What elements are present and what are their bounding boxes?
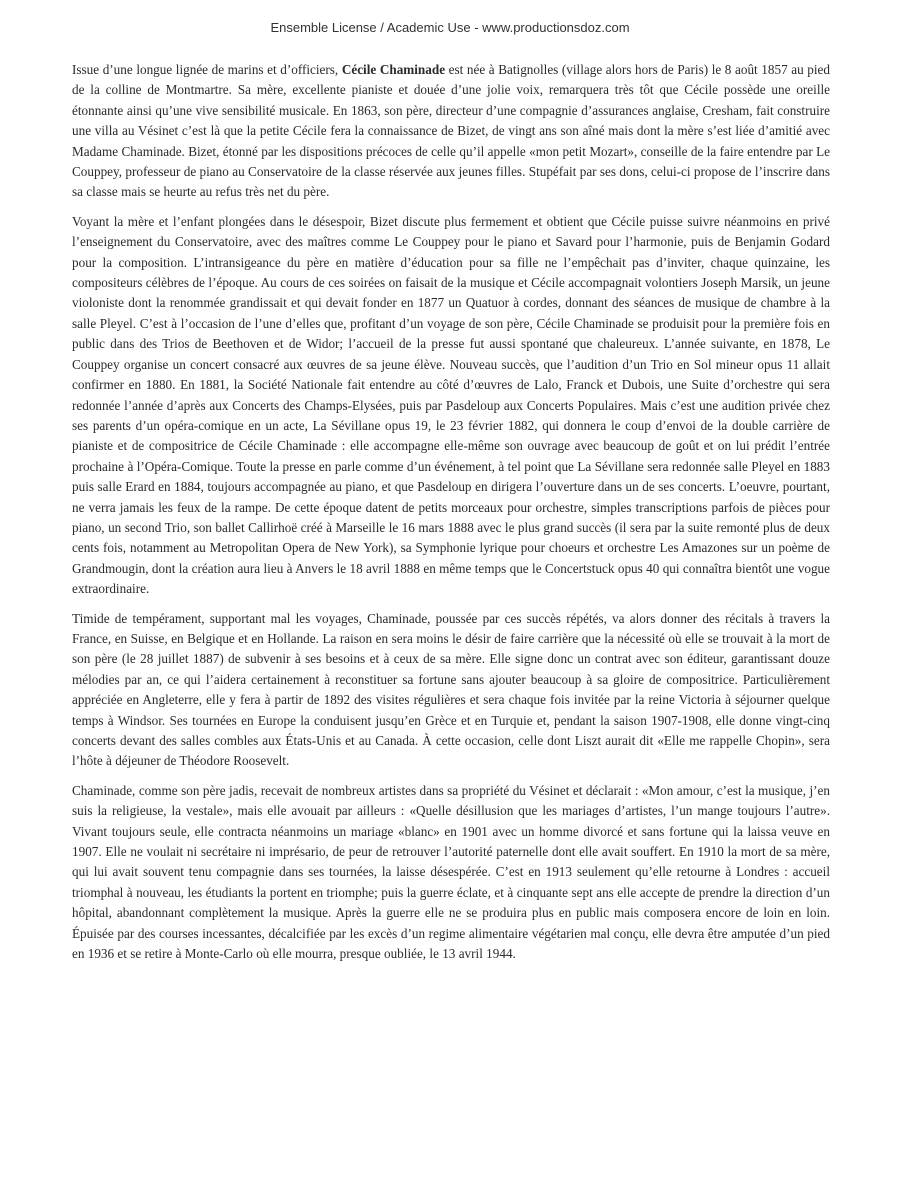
subject-name: Cécile Chaminade bbox=[341, 62, 446, 77]
paragraph-4: Chaminade, comme son père jadis, recevait de nombreux artistes dans sa propriété du Vésinet et déclarait : «Mon amour, c’est la musique, j’en suis la religieuse, la vestale», mais elle avouait par ailleurs : «Quelle désillusion que les mariages d’artistes, l’un mange toujours l’autre». Vivant toujours seule, elle contracta néanmoins un mariage «blanc» en 1901 avec un homme divorcé et sans fortune qui la laissa veuve en 1907. Elle ne voulait ni secrétaire ni imprésario, de peur de retrouver l’autorité paternelle dont elle avait souffert. En 1910 la mort de sa mère, qui lui avait souvent tenu compagnie dans ses tournées, la laisse désespérée. C’est en 1913 seulement qu’elle retourne à Londres : accueil triomphal à nouveau, les étudiants la portent en triomphe; puis la guerre éclate, et à cinquante sept ans elle accepte de prendre la direction d’un hôpital, abandonnant complètement la musique. Après la guerre elle ne se produira plus en public mais composera encore de loin en loin. Épuisée par des courses incessantes, décalcifiée par les excès d’un regime alimentaire végétarien mal conçu, elle devra être amputée d’un pied en 1936 et se retire à Monte-Carlo où elle mourra, presque oubliée, le 13 avril 1944. bbox=[72, 782, 830, 962]
paragraph-1-body: est née à Batignolles (village alors hors de Paris) le 8 août 1857 au pied de la colline de Montmartre. Sa mère, excellente pianiste et douée d’une jolie voix, remarquera très tôt que Cécile possède une oreille étonnante ainsi qu’une vive sensibilité musicale. En 1863, son père, directeur d’une compagnie d’assurances anglaise, Cresham, fait construire une villa au Vésinet c’est là que la petite Cécile fera la connaissance de Bizet, de vingt ans son aîné mais dont la mère s’est liée d’amitié avec Madame Chaminade. Bizet, étonné par les dispositions précoces de celle qu’il appelle «mon petit Mozart», conseille de la faire entendre par Le Couppey, professeur de piano au Conservatoire de la classe réservée aux jeunes filles. Stupéfait par ses dons, celui-ci propose de l’inscrire dans sa classe mais se heurte au refus très net du père. bbox=[72, 62, 831, 200]
paragraph-1-intro: Issue d’une longue lignée de marins et d’officiers, bbox=[72, 62, 342, 77]
page-header: Ensemble License / Academic Use - www.productionsdoz.com bbox=[270, 20, 630, 35]
biography-text bbox=[72, 60, 830, 973]
paragraph-3: Timide de tempérament, supportant mal les voyages, Chaminade, poussée par ces succès répétés, va alors donner des récitals à travers la France, en Suisse, en Belgique et en Hollande. La raison en sera moins le désir de faire carrière que la nécessité où elle se trouvait à la mort de son père (le 28 juillet 1887) de subvenir à ses besoins et à ceux de sa mère. Elle signe donc un contrat avec son éditeur, garantissant douze mélodies par an, ce qui l’aidera certainement à reconstituer sa fortune sans ajouter beaucoup à sa gloire de compositrice. Particulièrement appréciée en Angleterre, elle y fera à partir de 1892 des visites régulières et sera chaque fois invitée par la reine Victoria à séjourner quelque temps à Windsor. Ses tournées en Europe la conduisent jusqu’en Grèce et en Turquie et, pendant la saison 1907-1908, elle donne vingt-cinq concerts devant des salles combles aux États-Unis et au Canada. À cette occasion, celle dont Liszt aurait dit «Elle me rappelle Chopin», sera l’hôte à déjeuner de Théodore Roosevelt. bbox=[72, 610, 830, 769]
paragraph-1 bbox=[72, 60, 830, 203]
paragraph-2: Voyant la mère et l’enfant plongées dans le désespoir, Bizet discute plus fermement et obtient que Cécile puisse suivre néanmoins en privé l’enseignement du Conservatoire, avec des maîtres comme Le Couppey pour le piano et Savard pour l’harmonie, puis de Benjamin Godard pour la composition. L’intransigeance du père en matière d’éducation pour sa fille ne l’empêchait pas d’inviter, chaque quinzaine, les compositeurs célèbres de l’époque. Au cours de ces soirées on faisait de la musique et Cécile accompagnait volontiers Joseph Marsik, un jeune violoniste dont la renommée grandissait et qui devait fonder en 1877 un Quatuor à cordes, donnant des séances de musique de chambre à la salle Pleyel. C’est à l’occasion de l’une d’elles que, profitant d’un voyage de son père, Cécile Chaminade se produisit pour la première fois en public dans des Trios de Beethoven et de Widor; l’accueil de la presse fut aussi spontané que chaleureux. L’année suivante, en 1878, Le Couppey organise un concert consacré aux œuvres de sa jeune élève. Nouveau succès, que l’audition d’un Trio en Sol mineur opus 11 allait confirmer en 1880. En 1881, la Société Nationale fait entendre au côté d’œuvres de Lalo, Franck et Dubois, une Suite d’orchestre qui sera redonnée l’année d’après aux Concerts des Champs-Elysées, puis par Pasdeloup aux Concerts Populaires. Mais c’est une audition privée chez ses parents d’un opéra-comique en un acte, La Sévillane opus 19, le 23 février 1882, qui donnera le coup d’envoi de la double carrière de pianiste et de compositrice de Cécile Chaminade : elle accompagne elle-même son ouvrage avec beaucoup de goût et on lui prédit l’entrée prochaine à l’Opéra-Comique. Toute la presse en parle comme d’un événement, à tel point que La Sévillane sera redonnée salle Pleyel en 1883 puis salle Erard en 1884, toujours accompagnée au piano, et que Pasdeloup en dirigera l’ouverture dans un de ses concerts. L’oeuvre, pourtant, ne verra jamais les feux de la rampe. De cette époque datent de petits morceaux pour orchestre, simples transcriptions parfois de pièces pour piano, un second Trio, son ballet Callirhoë créé à Marseille le 16 mars 1888 avec le plus grand succès (il sera par la suite remonté plus de deux cents fois, notamment au Metropolitan Opera de New York), sa Symphonie lyrique pour choeurs et orchestre Les Amazones sur un poème de Grandmougin, dont la création aura lieu à Anvers le 18 avril 1888 en même temps que le Concertstuck opus 40 qui connaîtra bientôt une vogue extraordinaire. bbox=[72, 213, 830, 597]
